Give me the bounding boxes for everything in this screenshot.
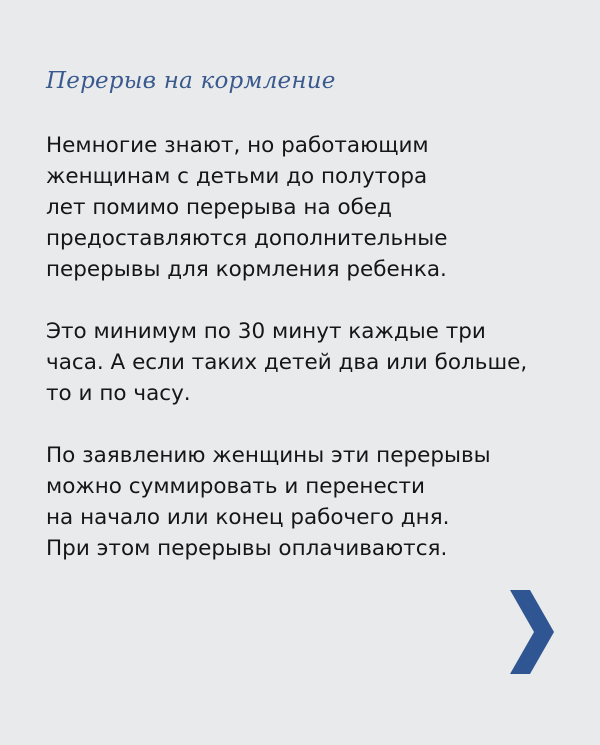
text-line: женщинам с детьми до полутора [46, 164, 428, 189]
paragraph-1 [46, 130, 566, 285]
next-slide-button[interactable] [508, 590, 556, 674]
text-line: Немногие знают, но работающим [46, 133, 429, 158]
slide-title: Перерыв на кормление [46, 68, 336, 94]
text-line: По заявлению женщины эти перерывы [46, 443, 491, 468]
chevron-right-icon [508, 590, 556, 674]
text-line: на начало или конец рабочего дня. [46, 505, 450, 530]
text-line: Это минимум по 30 минут каждые три [46, 319, 486, 344]
text-line: лет помимо перерыва на обед [46, 195, 392, 220]
paragraph-3 [46, 440, 566, 564]
text-line: При этом перерывы оплачиваются. [46, 536, 448, 561]
text-line: то и по часу. [46, 381, 191, 406]
text-line: можно суммировать и перенести [46, 474, 425, 499]
text-line: часа. А если таких детей два или больше, [46, 350, 528, 375]
text-line: перерывы для кормления ребенка. [46, 257, 447, 282]
slide-body [46, 130, 566, 595]
text-line: предоставляются дополнительные [46, 226, 448, 251]
paragraph-2 [46, 316, 566, 409]
